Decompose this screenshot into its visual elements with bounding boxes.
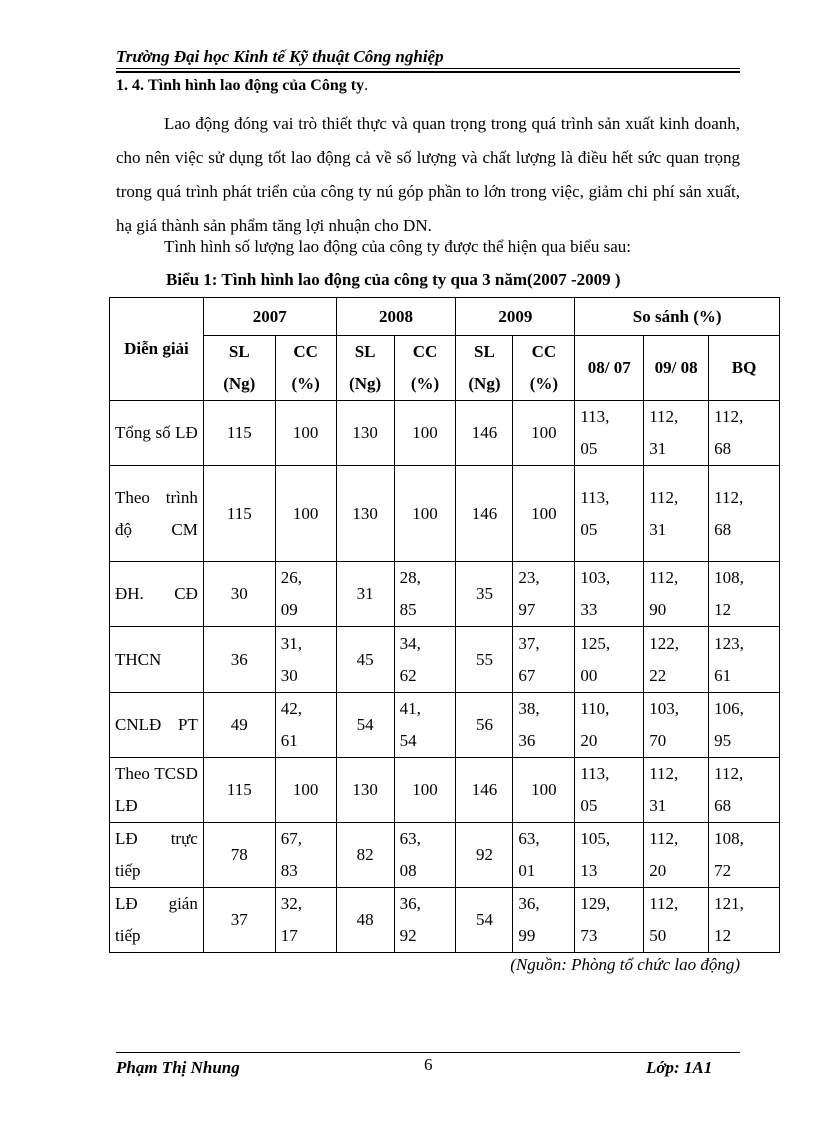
row-label: Tổng số LĐ: [110, 401, 204, 466]
table-cell: [513, 822, 575, 887]
table-cell: 146: [456, 401, 513, 466]
table-cell: [513, 887, 575, 952]
intro-sentence: Tình hình số lượng lao động của công ty được thể hiện qua biểu sau:: [164, 237, 631, 256]
year-header: 2009: [456, 298, 575, 336]
cell-line: 129,: [580, 893, 611, 913]
cell-line: 31: [649, 795, 667, 815]
table-cell: 100: [513, 757, 575, 822]
cell-line: 01: [518, 860, 536, 880]
cell-line: 113,: [580, 763, 610, 783]
table-row: [110, 822, 780, 887]
table-row: [110, 757, 780, 822]
table-cell: [709, 757, 780, 822]
footer-author: Phạm Thị Nhung: [116, 1058, 240, 1077]
cell-line: 68: [714, 519, 732, 539]
cell-line: 113,: [580, 487, 610, 507]
cell-line: 61: [280, 730, 298, 750]
table-cell: 146: [456, 757, 513, 822]
compare-col-header: 09/ 08: [644, 336, 709, 401]
table-cell: 56: [456, 692, 513, 757]
table-cell: 45: [336, 627, 394, 692]
table-cell: 130: [336, 401, 394, 466]
table-row: [110, 466, 780, 562]
table-cell: 100: [394, 757, 456, 822]
cell-line: 05: [580, 519, 598, 539]
table-caption: Biểu 1: Tình hình lao động của công ty qua 3 năm(2007 -2009 ): [166, 270, 621, 289]
cell-line: 112,: [649, 487, 679, 507]
cell-line: 09: [280, 600, 298, 620]
compare-header: So sánh (%): [575, 298, 780, 336]
table-cell: 54: [456, 887, 513, 952]
table-cell: [575, 466, 644, 562]
header-row-sub: [110, 336, 780, 401]
cell-line: 31,: [280, 633, 302, 653]
cell-line: 30: [280, 665, 298, 685]
cell-line: 112,: [649, 568, 679, 588]
cell-line: 63,: [518, 828, 540, 848]
cell-line: 34,: [399, 633, 421, 653]
table-cell: 130: [336, 757, 394, 822]
table-cell: 115: [203, 401, 275, 466]
cell-line: 67,: [280, 828, 302, 848]
table-row: [110, 562, 780, 627]
table-cell: 78: [203, 822, 275, 887]
table-cell: 82: [336, 822, 394, 887]
cell-line: 106,: [714, 698, 744, 718]
cc-header: CC (%): [275, 336, 336, 401]
cell-line: 83: [280, 860, 298, 880]
table-cell: 146: [456, 466, 513, 562]
row-label: LĐ gián tiếp: [110, 887, 204, 952]
page-number: 6: [424, 1055, 433, 1074]
table-cell: 100: [394, 401, 456, 466]
cell-line: 36,: [518, 893, 540, 913]
table-cell: 55: [456, 627, 513, 692]
cell-line: 20: [580, 730, 598, 750]
table-cell: [575, 562, 644, 627]
cell-line: 17: [280, 925, 298, 945]
cell-line: 12: [714, 600, 732, 620]
table-cell: [709, 562, 780, 627]
table-cell: [709, 466, 780, 562]
labor-table: [109, 297, 780, 953]
cell-line: 112,: [649, 828, 679, 848]
cell-line: 122,: [649, 633, 679, 653]
table-cell: [644, 401, 709, 466]
cell-line: 54: [399, 730, 417, 750]
table-row: [110, 627, 780, 692]
table-cell: [644, 627, 709, 692]
table-cell: [275, 562, 336, 627]
cell-line: 95: [714, 730, 732, 750]
cell-line: 31: [649, 439, 667, 459]
table-cell: [394, 887, 456, 952]
col-label: Diễn giải: [110, 298, 204, 401]
row-label: Theo trình độ CM: [110, 466, 204, 562]
cell-line: 112,: [649, 407, 679, 427]
cell-line: 92: [399, 925, 417, 945]
table-cell: [394, 562, 456, 627]
table-cell: [575, 822, 644, 887]
table-cell: [644, 822, 709, 887]
footer-class: Lớp: 1A1: [646, 1058, 713, 1077]
section-number: 1. 4.: [116, 77, 144, 94]
table-cell: 48: [336, 887, 394, 952]
header-row-years: [110, 298, 780, 336]
row-label: LĐ trực tiếp: [110, 822, 204, 887]
table-cell: 100: [275, 757, 336, 822]
cell-line: 31: [649, 519, 667, 539]
page-header: Trường Đại học Kinh tế Kỹ thuật Công nghiệp: [116, 47, 444, 66]
cell-line: 05: [580, 795, 598, 815]
table-cell: [513, 562, 575, 627]
table-cell: 100: [394, 466, 456, 562]
table-cell: [644, 757, 709, 822]
table-cell: [575, 627, 644, 692]
table-cell: 115: [203, 466, 275, 562]
cell-line: 33: [580, 600, 598, 620]
table-cell: 35: [456, 562, 513, 627]
cell-line: 73: [580, 925, 598, 945]
table-row: [110, 692, 780, 757]
table-cell: [644, 562, 709, 627]
table-cell: 92: [456, 822, 513, 887]
cell-line: 63,: [399, 828, 421, 848]
table-cell: 130: [336, 466, 394, 562]
cell-line: 85: [399, 600, 417, 620]
cell-line: 70: [649, 730, 667, 750]
table-cell: [709, 692, 780, 757]
sl-header: SL (Ng): [456, 336, 513, 401]
cell-line: 50: [649, 925, 667, 945]
row-label: ĐH. CĐ: [110, 562, 204, 627]
cell-line: 13: [580, 860, 598, 880]
table-cell: [275, 627, 336, 692]
cell-line: 68: [714, 795, 732, 815]
cell-line: 05: [580, 439, 598, 459]
source-note: (Nguồn: Phòng tổ chức lao động): [510, 955, 740, 974]
cell-line: 97: [518, 600, 536, 620]
table-cell: 37: [203, 887, 275, 952]
table-cell: [709, 401, 780, 466]
table-cell: 115: [203, 757, 275, 822]
cell-line: 36,: [399, 893, 421, 913]
cell-line: 61: [714, 665, 732, 685]
cell-line: 20: [649, 860, 667, 880]
table-cell: [644, 887, 709, 952]
table-cell: [575, 757, 644, 822]
cell-line: 38,: [518, 698, 540, 718]
table-cell: [709, 887, 780, 952]
cell-line: 22: [649, 665, 667, 685]
cell-line: 00: [580, 665, 598, 685]
cell-line: 108,: [714, 568, 744, 588]
table-cell: [575, 401, 644, 466]
table-row: [110, 887, 780, 952]
section-title: Tình hình lao động của Công ty: [148, 77, 365, 94]
cell-line: 112,: [714, 407, 744, 427]
sl-header: SL (Ng): [203, 336, 275, 401]
cell-line: 113,: [580, 407, 610, 427]
table-cell: [709, 627, 780, 692]
cell-line: 121,: [714, 893, 744, 913]
cell-line: 72: [714, 860, 732, 880]
cell-line: 12: [714, 925, 732, 945]
table-cell: 100: [513, 466, 575, 562]
table-cell: 49: [203, 692, 275, 757]
cell-line: 110,: [580, 698, 610, 718]
table-cell: [394, 822, 456, 887]
table-cell: [709, 822, 780, 887]
cell-line: 112,: [714, 763, 744, 783]
table-cell: [275, 692, 336, 757]
table-cell: 100: [275, 401, 336, 466]
table-row: [110, 401, 780, 466]
cell-line: 67: [518, 665, 536, 685]
cc-header: CC (%): [513, 336, 575, 401]
cell-line: 28,: [399, 568, 421, 588]
cell-line: 112,: [714, 487, 744, 507]
section-heading: 1. 4. Tình hình lao động của Công ty.: [116, 77, 369, 94]
row-label: Theo TCSD LĐ: [110, 757, 204, 822]
footer-rule: [116, 1052, 740, 1053]
cell-line: 32,: [280, 893, 302, 913]
cell-line: 99: [518, 925, 536, 945]
body-paragraph: Lao động đóng vai trò thiết thực và quan trọng trong quá trình sản xuất kinh doanh, cho nên việc sử dụng tốt lao động cả về số lượng và chất lượng là điều hết sức quan trọng trong quá trình phát triển của công ty nú góp phần to lớn trong việc, giảm chi phí sản xuất, hạ giá thành sản phẩm tăng lợi nhuận cho DN.: [116, 114, 740, 235]
cell-line: 23,: [518, 568, 540, 588]
cell-line: 112,: [649, 763, 679, 783]
cc-header: CC (%): [394, 336, 456, 401]
table-cell: 100: [275, 466, 336, 562]
table-cell: [394, 627, 456, 692]
table-cell: [644, 692, 709, 757]
cell-line: 125,: [580, 633, 611, 653]
table-cell: 36: [203, 627, 275, 692]
cell-line: 105,: [580, 828, 611, 848]
compare-col-header: 08/ 07: [575, 336, 644, 401]
cell-line: 68: [714, 439, 732, 459]
table-cell: 100: [513, 401, 575, 466]
table-cell: [275, 822, 336, 887]
table-cell: 54: [336, 692, 394, 757]
cell-line: 103,: [580, 568, 611, 588]
header-rule: [116, 68, 740, 69]
row-label: CNLĐ PT: [110, 692, 204, 757]
cell-line: 62: [399, 665, 417, 685]
table-cell: [275, 887, 336, 952]
table-cell: [644, 466, 709, 562]
year-header: 2008: [336, 298, 456, 336]
cell-line: 103,: [649, 698, 679, 718]
table-cell: 31: [336, 562, 394, 627]
cell-line: 112,: [649, 893, 679, 913]
cell-line: 108,: [714, 828, 744, 848]
table-cell: [394, 692, 456, 757]
compare-col-header: BQ: [709, 336, 780, 401]
cell-line: 08: [399, 860, 417, 880]
table-cell: [575, 692, 644, 757]
table-cell: [575, 887, 644, 952]
year-header: 2007: [203, 298, 336, 336]
table-cell: [513, 692, 575, 757]
cell-line: 123,: [714, 633, 744, 653]
row-label: THCN: [110, 627, 204, 692]
cell-line: 37,: [518, 633, 540, 653]
sl-header: SL (Ng): [336, 336, 394, 401]
cell-line: 26,: [280, 568, 302, 588]
header-rule-thick: [116, 71, 740, 73]
cell-line: 90: [649, 600, 667, 620]
table-cell: [513, 627, 575, 692]
cell-line: 41,: [399, 698, 421, 718]
table-cell: 30: [203, 562, 275, 627]
cell-line: 36: [518, 730, 536, 750]
cell-line: 42,: [280, 698, 302, 718]
